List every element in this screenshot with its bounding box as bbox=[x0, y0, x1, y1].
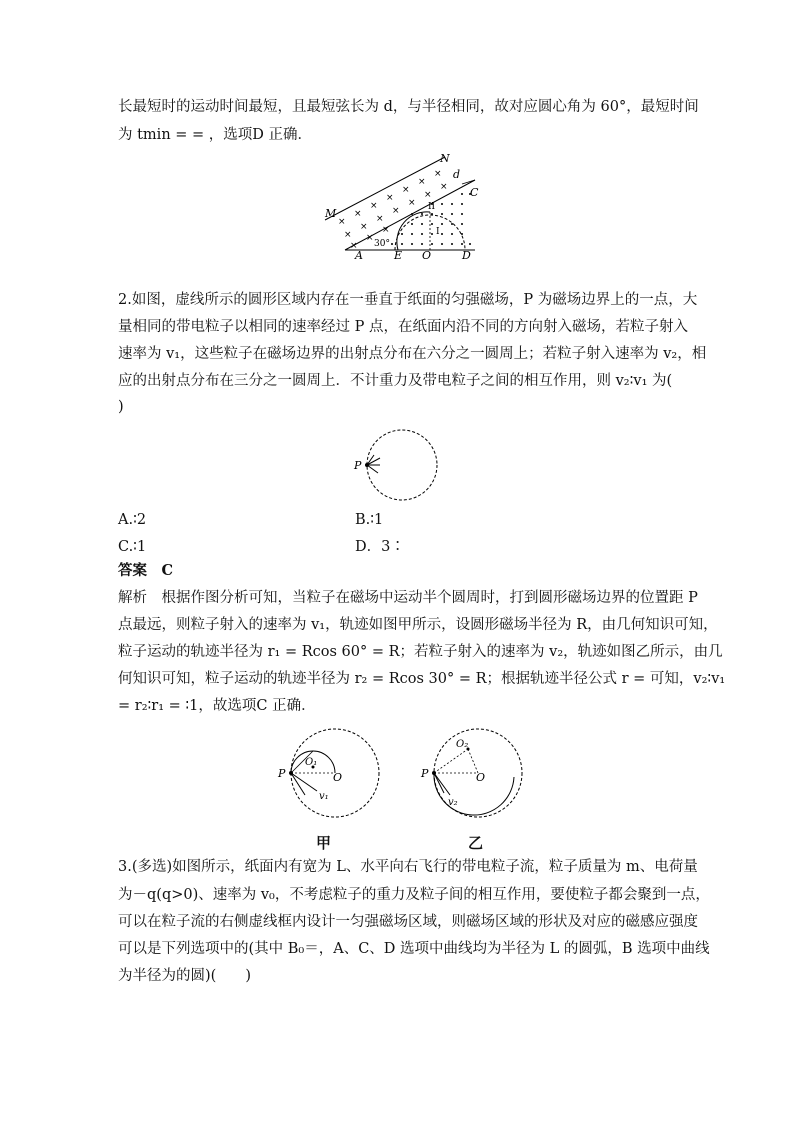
svg-text:×: × bbox=[424, 190, 432, 200]
svg-text:×: × bbox=[354, 209, 362, 219]
analysis-line: 解析 根据作图分析可知，当粒子在磁场中运动半个圆周时，打到圆形磁场边界的位置距 P bbox=[118, 590, 698, 606]
label-M: M bbox=[325, 207, 337, 220]
text-line: 为 tmin = = ，选项D 正确． bbox=[118, 127, 313, 143]
svg-text:×: × bbox=[350, 241, 358, 251]
label-O: O bbox=[422, 249, 432, 260]
svg-text:×: × bbox=[392, 206, 400, 216]
svg-text:×: × bbox=[418, 177, 426, 187]
label-A: A bbox=[355, 249, 363, 260]
svg-text:×: × bbox=[360, 222, 368, 232]
label-O: O bbox=[476, 771, 486, 784]
label-E: E bbox=[394, 249, 403, 260]
trajectory-figure-left bbox=[275, 725, 385, 825]
label-C: C bbox=[470, 186, 479, 199]
svg-text:×: × bbox=[382, 225, 390, 235]
analysis-line: = r₂∶r₁ = ∶1，故选项C 正确． bbox=[118, 698, 316, 714]
answer-line: 答案 C bbox=[118, 562, 174, 579]
option-c[interactable]: C.∶1 bbox=[118, 539, 147, 555]
label-d: d bbox=[453, 168, 461, 181]
svg-text:×: × bbox=[434, 169, 442, 179]
svg-text:×: × bbox=[366, 233, 374, 243]
svg-text:×: × bbox=[338, 217, 346, 227]
svg-text:×: × bbox=[440, 182, 448, 192]
text-line: 应的出射点分布在三分之一圆周上．不计重力及带电粒子之间的相互作用，则 v₂∶v₁ 为( bbox=[118, 373, 673, 389]
analysis-line: 点最远，则粒子射入的速率为 v₁，轨迹如图甲所示，设圆形磁场半径为 R，由几何知识可知， bbox=[118, 617, 718, 633]
text-line: 2.如图，虚线所示的圆形区域内存在一垂直于纸面的匀强磁场，P 为磁场边界上的一点，大 bbox=[118, 292, 698, 308]
label-P: P bbox=[421, 767, 429, 780]
caption-left: 甲 bbox=[316, 834, 332, 852]
text-line: 为－q(q>0)、速率为 v₀，不考虑粒子的重力及粒子间的相互作用，要使粒子都会聚到一点， bbox=[118, 887, 710, 903]
text-line: 可以在粒子流的右侧虚线框内设计一匀强磁场区域，则磁场区域的形状及对应的磁感应强度 bbox=[118, 914, 698, 930]
svg-text:×: × bbox=[386, 193, 394, 203]
svg-text:×: × bbox=[408, 198, 416, 208]
label-N: N bbox=[440, 152, 450, 165]
analysis-line: 粒子运动的轨迹半径为 r₁ = Rcos 60° = R；若粒子射入的速率为 v₂，轨迹如图乙所示，由几 bbox=[118, 644, 723, 660]
text-line: 长最短时的运动时间最短，且最短弦长为 d，与半径相同，故对应圆心角为 60°，最短时间 bbox=[118, 99, 699, 115]
text-line: 量相同的带电粒子以相同的速率经过 P 点，在纸面内沿不同的方向射入磁场，若粒子射入 bbox=[118, 319, 688, 335]
caption-right: 乙 bbox=[468, 834, 484, 852]
label-II: II bbox=[428, 202, 436, 212]
analysis-line: 何知识可知，粒子运动的轨迹半径为 r₂ = Rcos 30° = R；根据轨迹半径公式 r = 可知，v₂∶v₁ bbox=[118, 671, 726, 687]
svg-text:×: × bbox=[370, 201, 378, 211]
text-line: 可以是下列选项中的(其中 B₀＝，A、C、D 选项中曲线均为半径为 L 的圆弧，B 选项中曲线 bbox=[118, 941, 710, 957]
label-I: I bbox=[436, 227, 440, 237]
text-line: 速率为 v₁，这些粒子在磁场边界的出射点分布在六分之一圆周上；若粒子射入速率为 v₂，相 bbox=[118, 346, 707, 362]
svg-text:×: × bbox=[344, 230, 352, 240]
option-d[interactable]: D．3∶ bbox=[355, 539, 405, 555]
label-O1: O₁ bbox=[305, 757, 318, 768]
label-D: D bbox=[462, 249, 471, 260]
text-line: ) bbox=[118, 399, 124, 415]
label-v2: v₂ bbox=[448, 797, 458, 808]
svg-text:×: × bbox=[402, 185, 410, 195]
option-b[interactable]: B.∶1 bbox=[355, 512, 384, 528]
magnetic-strip-figure bbox=[320, 152, 480, 260]
label-O: O bbox=[333, 771, 343, 784]
label-angle: 30° bbox=[374, 239, 390, 249]
text-line: 3.(多选)如图所示，纸面内有宽为 L、水平向右飞行的带电粒子流，粒子质量为 m、电荷量 bbox=[118, 859, 698, 875]
trajectory-figure-right bbox=[418, 725, 528, 825]
label-O2: O₂ bbox=[456, 739, 469, 750]
label-P: P bbox=[354, 459, 362, 472]
text-line: 为半径为的圆)( ) bbox=[118, 968, 251, 984]
option-a[interactable]: A.∶2 bbox=[118, 512, 147, 528]
circle-field-figure bbox=[350, 420, 440, 510]
label-v1: v₁ bbox=[319, 791, 329, 802]
svg-text:×: × bbox=[376, 214, 384, 224]
label-P: P bbox=[278, 767, 286, 780]
